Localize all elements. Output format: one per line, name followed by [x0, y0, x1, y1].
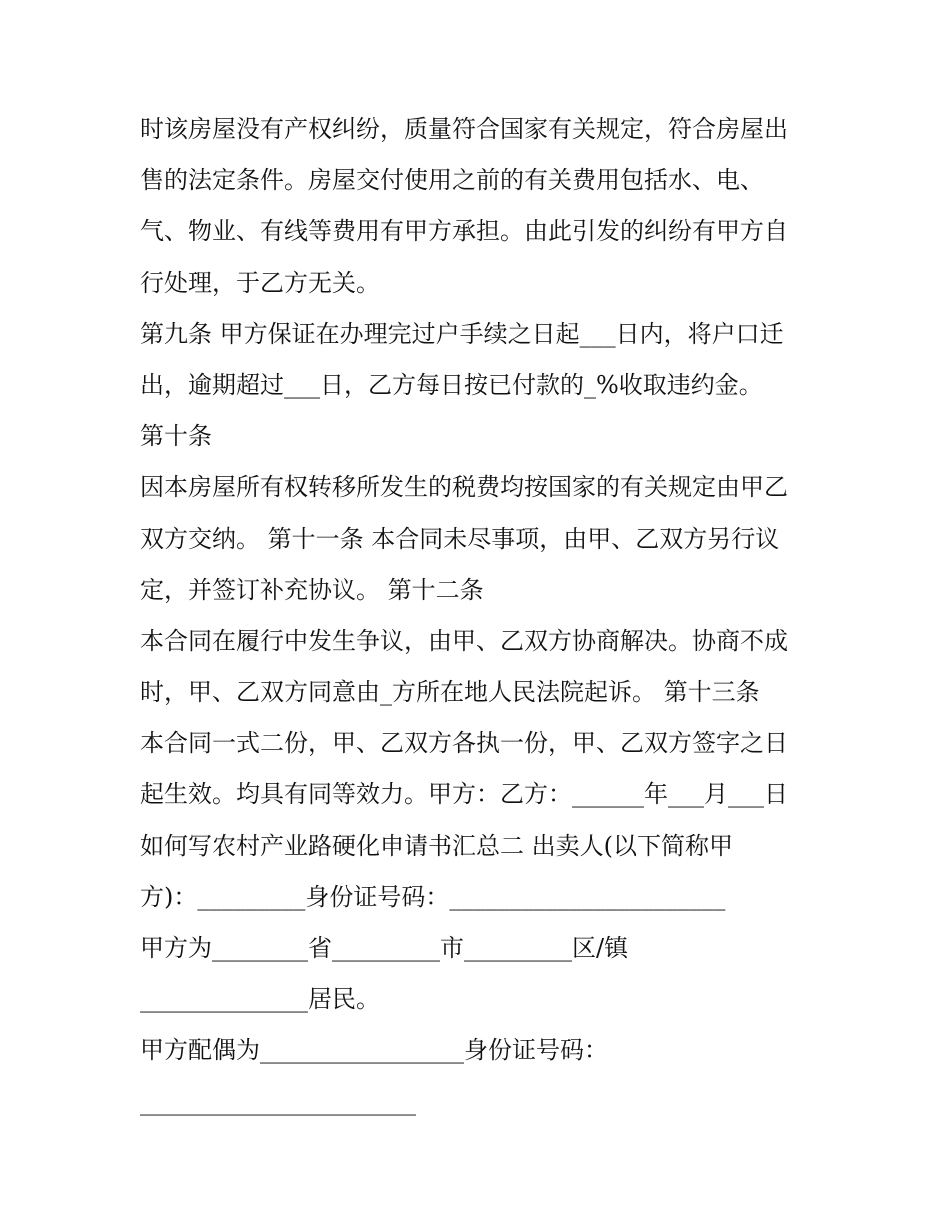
text-line: 方)：_________身份证号码：_______________________: [140, 882, 726, 911]
text-line: 行处理，于乙方无关。: [140, 268, 380, 297]
text-line: 时，甲、乙双方同意由_方所在地人民法院起诉。 第十三条: [140, 678, 760, 707]
text-line: 因本房屋所有权转移所发生的税费均按国家的有关规定由甲乙: [140, 473, 788, 502]
text-line: 定，并签订补充协议。 第十二条: [140, 575, 484, 604]
text-line: 气、物业、有线等费用有甲方承担。由此引发的纠纷有甲方自: [140, 217, 788, 246]
text-line: 出，逾期超过___日，乙方每日按已付款的_%收取违约金。: [140, 370, 763, 399]
text-line: 时该房屋没有产权纠纷，质量符合国家有关规定，符合房屋出: [140, 115, 788, 143]
text-line: 本合同一式二份，甲、乙双方各执一份，甲、乙双方签字之日: [140, 729, 788, 758]
text-line: ______________居民。: [140, 985, 380, 1014]
text-line: 甲方为________省_________市_________区/镇: [140, 934, 629, 962]
text-line: 售的法定条件。房屋交付使用之前的有关费用包括水、电、: [140, 166, 764, 195]
text-line: 第九条 甲方保证在办理完过户手续之日起___日内，将户口迁: [140, 319, 784, 348]
text-line: 甲方配偶为_________________身份证号码：: [140, 1036, 608, 1065]
text-line: 双方交纳。 第十一条 本合同未尽事项，由甲、乙双方另行议: [140, 524, 780, 553]
text-line: 第十条: [140, 422, 212, 451]
text-line: 如何写农村产业路硬化申请书汇总二 出卖人(以下简称甲: [140, 831, 733, 860]
text-line: 起生效。均具有同等效力。甲方：乙方：______年___月___日: [140, 780, 788, 809]
text-line: _______________________: [140, 1087, 416, 1116]
text-line: 本合同在履行中发生争议，由甲、乙双方协商解决。协商不成: [140, 626, 788, 655]
document-body: [140, 104, 830, 1128]
